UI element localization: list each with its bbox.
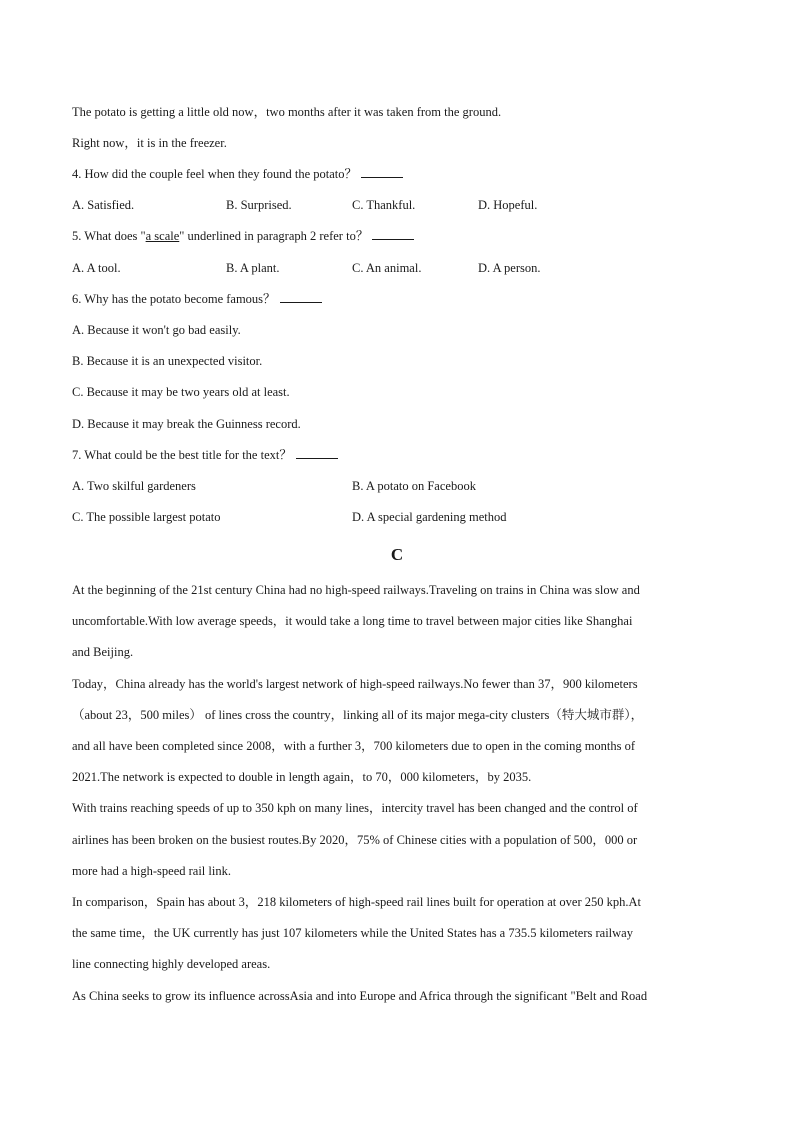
- section-heading: C: [390, 545, 404, 564]
- passage-c-line: uncomfortable.With low average speeds，it would take a long time to travel between major cities like Shanghai: [72, 614, 633, 628]
- option-c: C. The possible largest potato: [72, 510, 221, 524]
- passage-c-line: and Beijing.: [72, 645, 134, 659]
- answer-blank: [361, 166, 403, 178]
- option-d: D. Hopeful.: [478, 198, 538, 212]
- question-5-stem: [72, 228, 414, 244]
- option-d: D. A person.: [478, 261, 541, 275]
- passage-c-line: airlines has been broken on the busiest routes.By 2020，75% of Chinese cities with a population of 500，000 or: [72, 833, 638, 847]
- passage-c-line: In comparison，Spain has about 3，218 kilometers of high-speed rail lines built for operation at over 250 kph.At: [72, 895, 641, 909]
- underlined-phrase: a scale: [145, 229, 180, 243]
- option-a: A. A tool.: [72, 261, 121, 275]
- passage-b-line: Right now，it is in the freezer.: [72, 136, 227, 150]
- passage-c-line: Today，China already has the world's largest network of high-speed railways.No fewer than 37，900 kilometers: [72, 677, 638, 691]
- passage-c-line: line connecting highly developed areas.: [72, 957, 271, 971]
- option-c: C. An animal.: [352, 261, 422, 275]
- question-text: 7. What could be the best title for the text？: [72, 448, 292, 462]
- question-7-stem: [72, 447, 338, 463]
- passage-c-line: With trains reaching speeds of up to 350 kph on many lines，intercity travel has been changed and the control of: [72, 801, 638, 815]
- question-text-end: " underlined in paragraph 2 refer to？: [179, 229, 369, 243]
- option-b: B. A plant.: [226, 261, 280, 275]
- passage-c-line: the same time，the UK currently has just 107 kilometers while the United States has a 735.5 kilometers railway: [72, 926, 633, 940]
- passage-b-line: The potato is getting a little old now，two months after it was taken from the ground.: [72, 105, 502, 119]
- question-4-stem: [72, 166, 403, 182]
- question-text: 4. How did the couple feel when they found the potato？: [72, 167, 357, 181]
- passage-c-line: more had a high-speed rail link.: [72, 864, 231, 878]
- passage-c-line: （about 23，500 miles） of lines cross the country，linking all of its major mega-city clusters（特大城市群），: [72, 708, 644, 722]
- option-b: B. Because it is an unexpected visitor.: [72, 354, 263, 368]
- question-6-stem: [72, 291, 322, 307]
- passage-c-line: 2021.The network is expected to double in length again，to 70，000 kilometers，by 2035.: [72, 770, 532, 784]
- question-text-start: 5. What does ": [72, 229, 146, 243]
- passage-c-line: At the beginning of the 21st century China had no high-speed railways.Traveling on trains in China was slow and: [72, 583, 640, 597]
- option-a: A. Satisfied.: [72, 198, 135, 212]
- answer-blank: [296, 447, 338, 459]
- option-c: C. Because it may be two years old at least.: [72, 385, 290, 399]
- option-d: D. A special gardening method: [352, 510, 507, 524]
- passage-c-line: and all have been completed since 2008，with a further 3，700 kilometers due to open in the coming months of: [72, 739, 636, 753]
- passage-c-line: As China seeks to grow its influence acrossAsia and into Europe and Africa through the significant "Belt and Road: [72, 989, 648, 1003]
- answer-blank: [372, 228, 414, 240]
- option-b: B. A potato on Facebook: [352, 479, 476, 493]
- answer-blank: [280, 291, 322, 303]
- option-a: A. Two skilful gardeners: [72, 479, 196, 493]
- option-a: A. Because it won't go bad easily.: [72, 323, 241, 337]
- question-text: 6. Why has the potato become famous？: [72, 292, 276, 306]
- option-c: C. Thankful.: [352, 198, 416, 212]
- option-b: B. Surprised.: [226, 198, 292, 212]
- option-d: D. Because it may break the Guinness record.: [72, 417, 301, 431]
